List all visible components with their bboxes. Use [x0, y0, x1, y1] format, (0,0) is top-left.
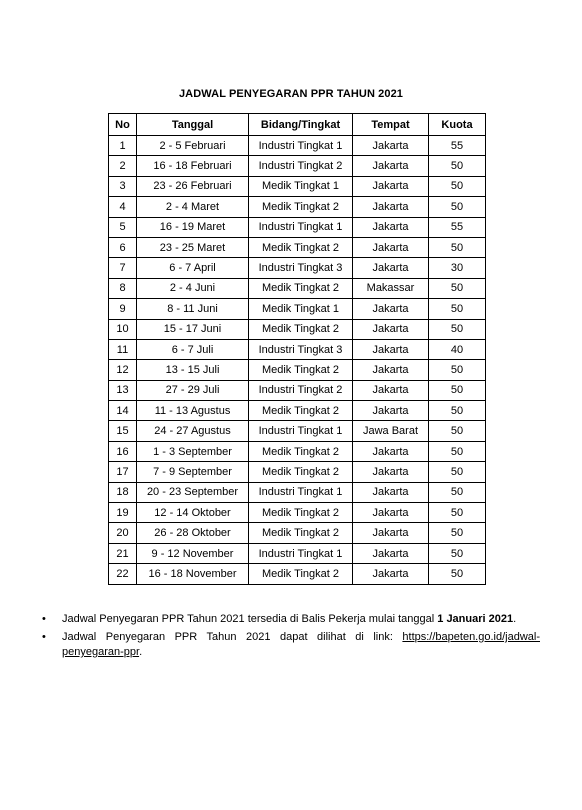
- cell-bidang-tingkat: Industri Tingkat 1: [249, 217, 353, 237]
- bullet-icon: •: [42, 613, 46, 625]
- cell-tanggal: 23 - 25 Maret: [137, 237, 249, 257]
- cell-no: 7: [109, 258, 137, 278]
- table-header: [109, 114, 486, 136]
- table-row: [109, 278, 486, 298]
- cell-no: 18: [109, 482, 137, 502]
- cell-kuota: 50: [429, 278, 486, 298]
- cell-bidang-tingkat: Industri Tingkat 3: [249, 258, 353, 278]
- cell-bidang-tingkat: Medik Tingkat 2: [249, 319, 353, 339]
- table-row: [109, 503, 486, 523]
- cell-tempat: Jakarta: [353, 401, 429, 421]
- cell-tanggal: 11 - 13 Agustus: [137, 401, 249, 421]
- cell-tanggal: 13 - 15 Juli: [137, 360, 249, 380]
- cell-tanggal: 26 - 28 Oktober: [137, 523, 249, 543]
- schedule-link-continued[interactable]: penyegaran-ppr: [62, 646, 140, 658]
- cell-bidang-tingkat: Medik Tingkat 2: [249, 441, 353, 461]
- cell-no: 1: [109, 136, 137, 156]
- cell-no: 6: [109, 237, 137, 257]
- cell-tempat: Jakarta: [353, 380, 429, 400]
- cell-kuota: 50: [429, 197, 486, 217]
- cell-tanggal: 24 - 27 Agustus: [137, 421, 249, 441]
- table-row: [109, 482, 486, 502]
- cell-tempat: Jakarta: [353, 564, 429, 584]
- table-row: [109, 176, 486, 196]
- table-row: [109, 197, 486, 217]
- header-kuota: Kuota: [429, 114, 486, 136]
- cell-tempat: Makassar: [353, 278, 429, 298]
- cell-bidang-tingkat: Medik Tingkat 1: [249, 176, 353, 196]
- note-period: .: [513, 613, 517, 625]
- cell-tanggal: 16 - 18 November: [137, 564, 249, 584]
- cell-no: 9: [109, 299, 137, 319]
- cell-no: 22: [109, 564, 137, 584]
- cell-bidang-tingkat: Industri Tingkat 1: [249, 543, 353, 563]
- schedule-link[interactable]: https://bapeten.go.id/jadwal-: [402, 631, 540, 643]
- cell-bidang-tingkat: Industri Tingkat 1: [249, 482, 353, 502]
- cell-bidang-tingkat: Medik Tingkat 2: [249, 564, 353, 584]
- cell-no: 10: [109, 319, 137, 339]
- cell-kuota: 50: [429, 176, 486, 196]
- cell-no: 12: [109, 360, 137, 380]
- table-row: [109, 401, 486, 421]
- cell-no: 20: [109, 523, 137, 543]
- cell-tanggal: 23 - 26 Februari: [137, 176, 249, 196]
- cell-kuota: 50: [429, 421, 486, 441]
- cell-tanggal: 20 - 23 September: [137, 482, 249, 502]
- cell-kuota: 40: [429, 339, 486, 359]
- cell-tempat: Jakarta: [353, 503, 429, 523]
- cell-kuota: 50: [429, 462, 486, 482]
- cell-bidang-tingkat: Medik Tingkat 2: [249, 503, 353, 523]
- cell-kuota: 50: [429, 380, 486, 400]
- notes-list: [40, 612, 540, 663]
- cell-kuota: 50: [429, 360, 486, 380]
- cell-tempat: Jakarta: [353, 543, 429, 563]
- cell-bidang-tingkat: Industri Tingkat 3: [249, 339, 353, 359]
- note-item-availability: [40, 612, 540, 627]
- header-bidang-tingkat: Bidang/Tingkat: [249, 114, 353, 136]
- table-row: [109, 421, 486, 441]
- table-row: [109, 156, 486, 176]
- note-text: Jadwal Penyegaran PPR Tahun 2021 tersedia di Balis Pekerja mulai tanggal: [62, 613, 438, 625]
- cell-tanggal: 1 - 3 September: [137, 441, 249, 461]
- cell-bidang-tingkat: Medik Tingkat 2: [249, 197, 353, 217]
- cell-tempat: Jakarta: [353, 197, 429, 217]
- cell-bidang-tingkat: Industri Tingkat 1: [249, 136, 353, 156]
- cell-kuota: 50: [429, 503, 486, 523]
- cell-no: 17: [109, 462, 137, 482]
- table-row: [109, 441, 486, 461]
- cell-kuota: 50: [429, 156, 486, 176]
- header-row: [109, 114, 486, 136]
- note-line: [62, 630, 540, 645]
- cell-tempat: Jakarta: [353, 176, 429, 196]
- cell-tanggal: 27 - 29 Juli: [137, 380, 249, 400]
- table-row: [109, 523, 486, 543]
- cell-kuota: 55: [429, 136, 486, 156]
- page-title: JADWAL PENYEGARAN PPR TAHUN 2021: [178, 88, 404, 100]
- cell-no: 13: [109, 380, 137, 400]
- cell-tanggal: 8 - 11 Juni: [137, 299, 249, 319]
- table-row: [109, 136, 486, 156]
- cell-tanggal: 7 - 9 September: [137, 462, 249, 482]
- cell-tanggal: 6 - 7 April: [137, 258, 249, 278]
- bullet-icon: •: [42, 631, 46, 643]
- cell-tempat: Jakarta: [353, 217, 429, 237]
- cell-tanggal: 16 - 18 Februari: [137, 156, 249, 176]
- cell-kuota: 50: [429, 564, 486, 584]
- note-item-link: [40, 630, 540, 660]
- cell-tanggal: 16 - 19 Maret: [137, 217, 249, 237]
- cell-tempat: Jakarta: [353, 136, 429, 156]
- cell-kuota: 50: [429, 543, 486, 563]
- cell-kuota: 30: [429, 258, 486, 278]
- table-row: [109, 462, 486, 482]
- table-row: [109, 360, 486, 380]
- table-row: [109, 258, 486, 278]
- header-tanggal: Tanggal: [137, 114, 249, 136]
- cell-bidang-tingkat: Industri Tingkat 2: [249, 156, 353, 176]
- cell-tempat: Jakarta: [353, 462, 429, 482]
- cell-bidang-tingkat: Medik Tingkat 2: [249, 237, 353, 257]
- cell-no: 5: [109, 217, 137, 237]
- cell-bidang-tingkat: Medik Tingkat 1: [249, 299, 353, 319]
- cell-bidang-tingkat: Industri Tingkat 2: [249, 380, 353, 400]
- table-row: [109, 339, 486, 359]
- cell-tempat: Jakarta: [353, 523, 429, 543]
- header-tempat: Tempat: [353, 114, 429, 136]
- table-row: [109, 564, 486, 584]
- cell-tempat: Jakarta: [353, 299, 429, 319]
- table-row: [109, 319, 486, 339]
- cell-tempat: Jakarta: [353, 441, 429, 461]
- cell-tempat: Jakarta: [353, 482, 429, 502]
- cell-no: 16: [109, 441, 137, 461]
- cell-tempat: Jakarta: [353, 360, 429, 380]
- cell-kuota: 50: [429, 523, 486, 543]
- cell-tempat: Jakarta: [353, 156, 429, 176]
- table-row: [109, 217, 486, 237]
- cell-no: 11: [109, 339, 137, 359]
- cell-tempat: Jawa Barat: [353, 421, 429, 441]
- table-row: [109, 543, 486, 563]
- note-text: Jadwal Penyegaran PPR Tahun 2021 dapat dilihat di link:: [62, 631, 403, 643]
- cell-tanggal: 2 - 4 Maret: [137, 197, 249, 217]
- table-body: [109, 136, 486, 585]
- cell-kuota: 50: [429, 299, 486, 319]
- table-row: [109, 237, 486, 257]
- cell-tanggal: 12 - 14 Oktober: [137, 503, 249, 523]
- cell-tanggal: 2 - 4 Juni: [137, 278, 249, 298]
- cell-no: 14: [109, 401, 137, 421]
- schedule-table: [108, 113, 486, 585]
- cell-tempat: Jakarta: [353, 339, 429, 359]
- cell-kuota: 55: [429, 217, 486, 237]
- cell-tanggal: 6 - 7 Juli: [137, 339, 249, 359]
- cell-no: 2: [109, 156, 137, 176]
- cell-bidang-tingkat: Medik Tingkat 2: [249, 278, 353, 298]
- cell-no: 15: [109, 421, 137, 441]
- note-date: 1 Januari 2021: [437, 613, 514, 625]
- table-row: [109, 380, 486, 400]
- cell-kuota: 50: [429, 482, 486, 502]
- table-row: [109, 299, 486, 319]
- cell-no: 8: [109, 278, 137, 298]
- cell-bidang-tingkat: Industri Tingkat 1: [249, 421, 353, 441]
- cell-kuota: 50: [429, 401, 486, 421]
- cell-bidang-tingkat: Medik Tingkat 2: [249, 523, 353, 543]
- cell-kuota: 50: [429, 441, 486, 461]
- cell-no: 21: [109, 543, 137, 563]
- cell-tanggal: 15 - 17 Juni: [137, 319, 249, 339]
- cell-tanggal: 2 - 5 Februari: [137, 136, 249, 156]
- cell-no: 4: [109, 197, 137, 217]
- cell-tempat: Jakarta: [353, 258, 429, 278]
- cell-bidang-tingkat: Medik Tingkat 2: [249, 462, 353, 482]
- cell-tanggal: 9 - 12 November: [137, 543, 249, 563]
- cell-kuota: 50: [429, 237, 486, 257]
- cell-tempat: Jakarta: [353, 237, 429, 257]
- cell-kuota: 50: [429, 319, 486, 339]
- cell-bidang-tingkat: Medik Tingkat 2: [249, 360, 353, 380]
- note-period: .: [139, 646, 143, 658]
- cell-no: 3: [109, 176, 137, 196]
- cell-tempat: Jakarta: [353, 319, 429, 339]
- header-no: No: [109, 114, 137, 136]
- cell-no: 19: [109, 503, 137, 523]
- cell-bidang-tingkat: Medik Tingkat 2: [249, 401, 353, 421]
